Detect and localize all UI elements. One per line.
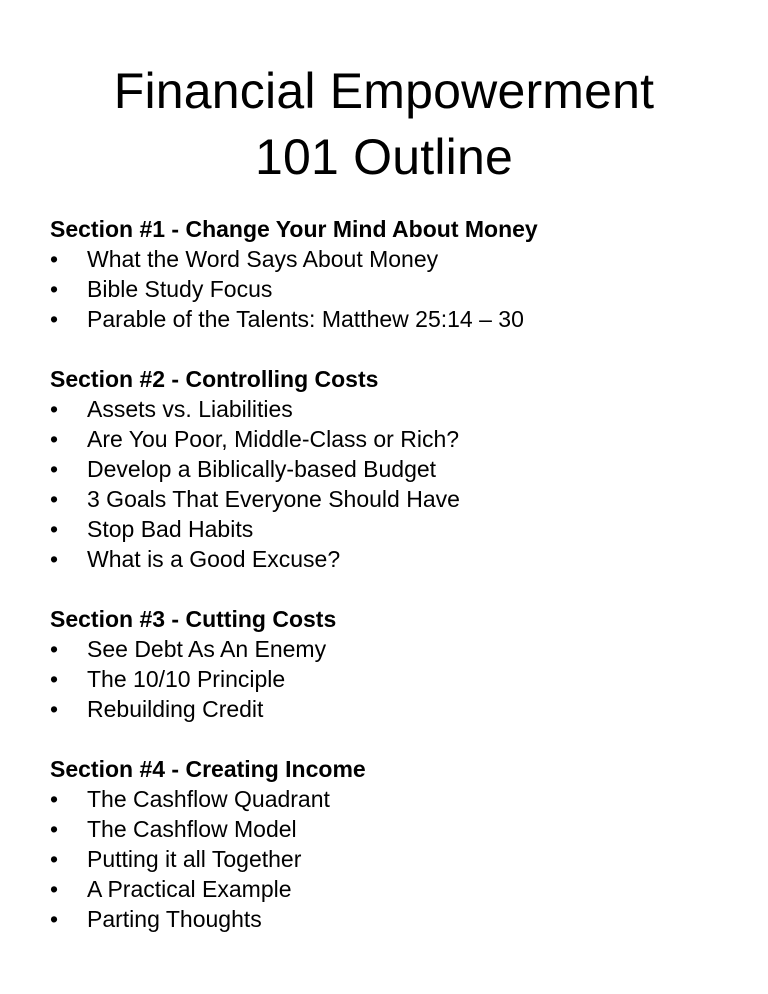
section-2 [50,364,750,574]
section-item-list [50,394,750,574]
bullet-icon: • [50,396,59,422]
list-item [50,394,750,424]
bullet-icon: • [50,426,59,452]
bullet-icon: • [50,456,59,482]
list-item-text: What is a Good Excuse? [87,546,341,572]
bullet-icon: • [50,666,59,692]
list-item [50,244,750,274]
list-item-text: Parable of the Talents: Matthew 25:14 – 30 [87,306,524,332]
bullet-icon: • [50,516,59,542]
list-item-text: Are You Poor, Middle-Class or Rich? [87,426,460,452]
list-item [50,904,750,934]
bullet-icon: • [50,816,59,842]
bullet-icon: • [50,306,59,332]
section-item-list [50,634,750,724]
list-item-text: The Cashflow Quadrant [87,786,330,812]
list-item [50,304,750,334]
list-item [50,694,750,724]
section-item-list [50,784,750,934]
list-item-text: Stop Bad Habits [87,516,254,542]
list-item-text: Putting it all Together [87,846,302,872]
bullet-icon: • [50,246,59,272]
bullet-icon: • [50,876,59,902]
page-title [0,58,768,190]
list-item [50,454,750,484]
bullet-icon: • [50,786,59,812]
list-item-text: The 10/10 Principle [87,666,286,692]
list-item [50,874,750,904]
bullet-icon: • [50,906,59,932]
bullet-icon: • [50,696,59,722]
bullet-icon: • [50,546,59,572]
list-item-text: Assets vs. Liabilities [87,396,293,422]
title-line-2: 101 Outline [255,129,513,185]
section-heading: Section #4 - Creating Income [50,756,366,782]
section-heading: Section #2 - Controlling Costs [50,366,379,392]
section-heading: Section #1 - Change Your Mind About Money [50,216,538,242]
section-4 [50,754,750,934]
list-item [50,274,750,304]
bullet-icon: • [50,636,59,662]
title-line-1: Financial Empowerment [113,63,655,119]
list-item-text: See Debt As An Enemy [87,636,327,662]
list-item [50,424,750,454]
section-3 [50,604,750,724]
list-item [50,784,750,814]
list-item-text: Rebuilding Credit [87,696,264,722]
list-item [50,634,750,664]
section-1 [50,214,750,334]
bullet-icon: • [50,846,59,872]
list-item-text: Parting Thoughts [87,906,262,932]
list-item [50,544,750,574]
bullet-icon: • [50,486,59,512]
list-item-text: 3 Goals That Everyone Should Have [87,486,460,512]
list-item-text: Bible Study Focus [87,276,273,302]
bullet-icon: • [50,276,59,302]
outline-content [50,214,750,964]
list-item [50,664,750,694]
section-heading: Section #3 - Cutting Costs [50,606,337,632]
list-item [50,844,750,874]
list-item [50,484,750,514]
list-item [50,814,750,844]
list-item-text: A Practical Example [87,876,292,902]
list-item-text: The Cashflow Model [87,816,297,842]
list-item-text: What the Word Says About Money [87,246,439,272]
list-item-text: Develop a Biblically-based Budget [87,456,437,482]
section-item-list [50,244,750,334]
list-item [50,514,750,544]
